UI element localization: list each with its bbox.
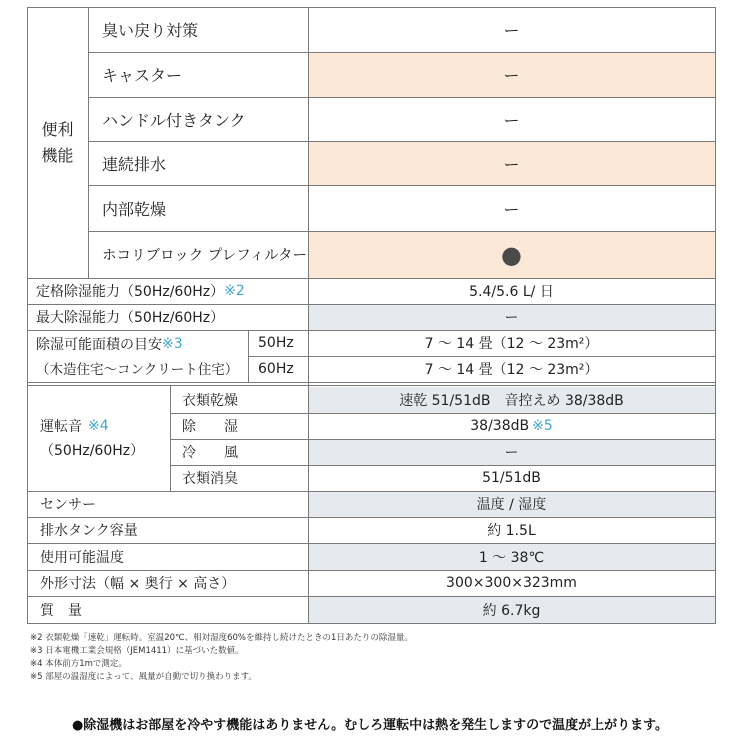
noise-value-dehumidify-text: 38/38dB (470, 418, 530, 434)
spec-label-dimensions: 外形寸法（幅 × 奥行 × 高さ） (40, 576, 236, 592)
spec-value-tank: 約 1.5L (487, 523, 536, 539)
row-value-caster: ー (503, 66, 520, 85)
noise-sublabel: （50Hz/60Hz） (40, 443, 145, 459)
area-freq-50hz: 50Hz (258, 335, 294, 351)
noise-value-deodorize: 51/51dB (482, 470, 541, 486)
row-value-handle-tank: ー (503, 110, 520, 130)
rated-capacity-text: 定格除湿能力（50Hz/60Hz） (36, 284, 225, 300)
footer-warning: ●除湿機はお部屋を冷やす機能はありません。むしろ運転中は熱を発生しますので温度が上がります。 (71, 718, 669, 733)
max-capacity-value: ー (504, 310, 519, 326)
row-label-handle-tank: ハンドル付きタンク (102, 110, 246, 130)
area-label-text: 除湿可能面積の目安 (36, 337, 162, 353)
row-value-internal-dry: ー (503, 199, 520, 219)
footnote-3: ※3 日本電機工業会規格（JEM1411）に基づいた数値。 (30, 646, 244, 656)
noise-label (40, 415, 109, 437)
row-label-continuous-drain: 連続排水 (102, 154, 167, 174)
area-sublabel: （木造住宅〜コンクリート住宅） (36, 362, 239, 378)
footnote-2: ※2 衣類乾燥「速乾」運転時。室温20℃、相対湿度60%を維持し続けたときの1日あたりの除湿量。 (30, 633, 413, 643)
rated-capacity-value: 5.4/5.6 L/ 日 (469, 284, 554, 300)
spec-label-temp: 使用可能温度 (40, 549, 124, 566)
noise-value-dehumidify (308, 413, 715, 439)
convenience-group-text: 便利 機能 (41, 119, 74, 165)
spec-value-weight: 約 6.7kg (482, 602, 541, 619)
rated-capacity-label (36, 278, 245, 304)
row-label-odor: 臭い戻り対策 (102, 21, 199, 40)
spec-label-sensor: センサー (40, 497, 96, 513)
area-label (36, 333, 183, 355)
area-note-mark: ※3 (162, 336, 183, 352)
spec-label-weight: 質 量 (40, 602, 82, 619)
noise-mode-dry: 衣類乾燥 (182, 393, 238, 409)
convenience-group-label (27, 7, 88, 278)
area-value-50hz: 7 〜 14 畳（12 〜 23m²） (424, 336, 599, 352)
noise-mode-deodorize: 衣類消臭 (182, 471, 238, 487)
max-capacity-label: 最大除湿能力（50Hz/60Hz） (36, 310, 225, 326)
rated-capacity-note-mark: ※2 (224, 283, 245, 299)
row-value-continuous-drain: ー (503, 154, 520, 174)
noise-value-cool: ー (504, 445, 519, 461)
row-label-caster: キャスター (102, 66, 183, 85)
spec-value-dimensions: 300×300×323mm (446, 575, 577, 591)
row-value-prefilter (308, 231, 715, 278)
spec-value-sensor: 温度 / 湿度 (476, 497, 547, 513)
row-value-odor: ー (503, 21, 520, 40)
area-value-60hz: 7 〜 14 畳（12 〜 23m²） (424, 362, 599, 378)
noise-label-text: 運転音 (40, 419, 82, 435)
noise-value-dry: 速乾 51/51dB 音控えめ 38/38dB (399, 393, 624, 409)
area-freq-60hz: 60Hz (258, 361, 294, 377)
footnote-4: ※4 本体前方1mで測定。 (30, 659, 127, 669)
noise-note-mark: ※4 (88, 418, 109, 434)
spec-label-tank: 排水タンク容量 (40, 523, 138, 539)
spec-value-temp: 1 〜 38℃ (478, 549, 545, 566)
filled-dot-icon: ● (501, 240, 522, 269)
noise-dehumidify-note-mark: ※5 (532, 418, 553, 434)
noise-mode-dehumidify: 除 湿 (182, 419, 238, 435)
footnote-5: ※5 部屋の温湿度によって、風量が自動で切り換わります。 (30, 672, 257, 682)
row-label-internal-dry: 内部乾燥 (102, 199, 167, 219)
noise-mode-cool: 冷 風 (182, 445, 238, 461)
row-label-prefilter: ホコリブロック プレフィルター (102, 248, 307, 264)
